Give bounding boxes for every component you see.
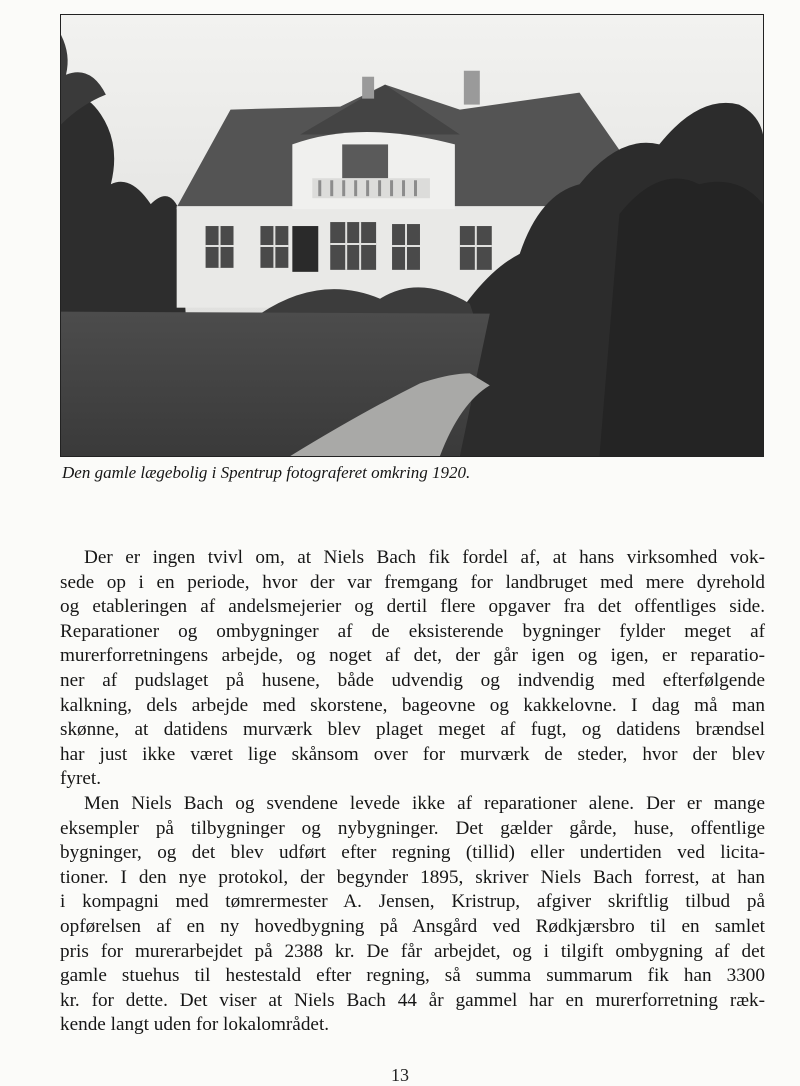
text-line: har just ikke været lige skånsom over for murværk de steder, hvor der blev	[60, 743, 765, 765]
text-line: ner af pudslaget på husene, både udvendig og indvendig med efterfølgende	[60, 669, 765, 691]
text-line: Reparationer og ombygninger af de eksisterende bygninger fylder meget af	[60, 620, 765, 642]
text-line: eksempler på tilbygninger og nybygninger. Det gælder gårde, huse, offentlige	[60, 817, 765, 839]
text-line: Der er ingen tvivl om, at Niels Bach fik fordel af, at hans virksomhed vok-	[84, 547, 765, 568]
text-line: fyret.	[60, 768, 102, 790]
text-line: sede op i en periode, hvor der var fremgang for landbruget med mere dyrehold	[60, 571, 765, 593]
text-line: kr. for dette. Det viser at Niels Bach 44 år gammel har en murerforretning ræk-	[60, 989, 765, 1011]
house-photo-icon	[61, 15, 763, 456]
photo-caption: Den gamle lægebolig i Spentrup fotograferet omkring 1920.	[62, 463, 471, 482]
text-line: skønne, at datidens murværk blev plaget meget af fugt, og datidens brændsel	[60, 719, 765, 741]
text-line: pris for murerarbejdet på 2388 kr. De får arbejdet, og i tilgift ombygning af det	[60, 940, 765, 962]
text-line: bygninger, og det blev udført efter regning (tillid) eller undertiden ved licita-	[60, 842, 765, 864]
body-text	[60, 546, 765, 1038]
page-number: 13	[391, 1065, 409, 1085]
text-line: Men Niels Bach og svendene levede ikke af reparationer alene. Der er mange	[84, 792, 765, 814]
text-line: opførelsen af en ny hovedbygning på Ansgård ved Rødkjærsbro til en samlet	[60, 915, 765, 937]
text-line: gamle stuehus til hestestald efter regning, så summa summarum fik han 3300	[60, 965, 765, 987]
paragraph	[60, 792, 765, 1038]
paragraph	[60, 546, 765, 792]
text-line: kalkning, dels arbejde med skorstene, bageovne og kakkelovne. I dag må man	[60, 694, 765, 716]
text-line: og etableringen af andelsmejerier og dertil flere opgaver fra det offentliges side.	[60, 596, 765, 618]
text-line: murerforretningens arbejde, og noget af det, der går igen og igen, er reparatio-	[60, 645, 765, 667]
house-photo	[60, 14, 764, 457]
text-line: i kompagni med tømrermester A. Jensen, Kristrup, afgiver skriftlig tilbud på	[60, 891, 765, 913]
text-line: tioner. I den nye protokol, der begynder 1895, skriver Niels Bach forrest, at han	[60, 866, 765, 888]
text-line: kende langt uden for lokalområdet.	[60, 1014, 330, 1036]
